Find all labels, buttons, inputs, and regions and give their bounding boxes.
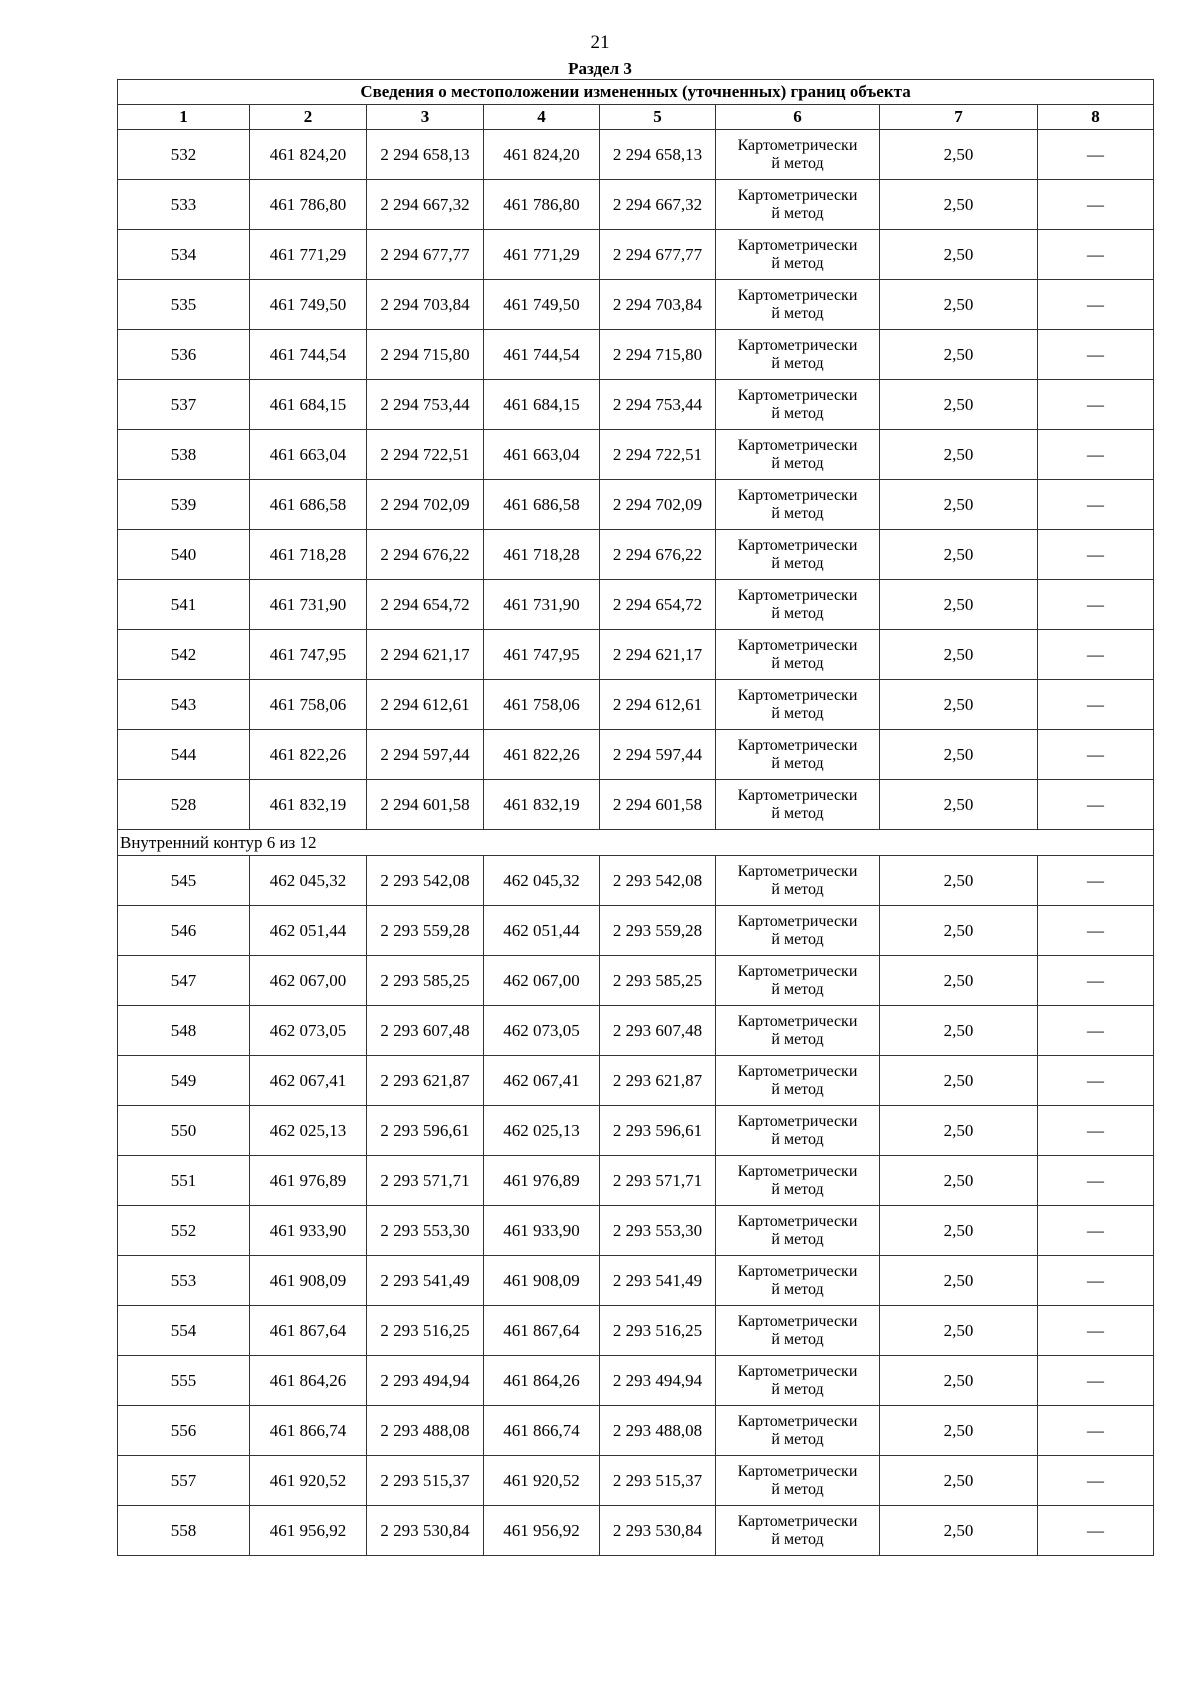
accuracy-cell: 2,50	[880, 1356, 1038, 1406]
accuracy-cell: 2,50	[880, 380, 1038, 430]
accuracy-cell: 2,50	[880, 1406, 1038, 1456]
x-coordinate-cell: 461 920,52	[250, 1456, 367, 1506]
accuracy-cell: 2,50	[880, 1106, 1038, 1156]
table-row	[118, 530, 1154, 580]
table-row	[118, 330, 1154, 380]
method-cell: Картометрически й метод	[716, 730, 880, 780]
point-number-cell: 542	[118, 630, 250, 680]
table-row	[118, 1056, 1154, 1106]
point-number-cell: 547	[118, 956, 250, 1006]
x-coordinate-cell: 461 771,29	[250, 230, 367, 280]
table-row	[118, 380, 1154, 430]
y-coordinate-cell: 2 294 658,13	[367, 130, 484, 180]
table-row	[118, 730, 1154, 780]
table-row	[118, 680, 1154, 730]
method-cell: Картометрически й метод	[716, 1306, 880, 1356]
description-cell: —	[1038, 530, 1154, 580]
method-cell: Картометрически й метод	[716, 480, 880, 530]
x-coordinate-cell: 461 758,06	[250, 680, 367, 730]
accuracy-cell: 2,50	[880, 730, 1038, 780]
x-coordinate-cell: 462 067,00	[250, 956, 367, 1006]
x-coordinate-cell: 461 744,54	[250, 330, 367, 380]
refined-x-cell: 461 718,28	[484, 530, 600, 580]
point-number-cell: 549	[118, 1056, 250, 1106]
accuracy-cell: 2,50	[880, 580, 1038, 630]
refined-x-cell: 461 758,06	[484, 680, 600, 730]
method-cell: Картометрически й метод	[716, 580, 880, 630]
table-row	[118, 180, 1154, 230]
point-number-cell: 540	[118, 530, 250, 580]
description-cell: —	[1038, 780, 1154, 830]
x-coordinate-cell: 461 731,90	[250, 580, 367, 630]
refined-x-cell: 461 832,19	[484, 780, 600, 830]
description-cell: —	[1038, 230, 1154, 280]
accuracy-cell: 2,50	[880, 1506, 1038, 1556]
point-number-cell: 532	[118, 130, 250, 180]
refined-x-cell: 461 663,04	[484, 430, 600, 480]
point-number-cell: 536	[118, 330, 250, 380]
refined-y-cell: 2 293 541,49	[600, 1256, 716, 1306]
method-cell: Картометрически й метод	[716, 1456, 880, 1506]
method-cell: Картометрически й метод	[716, 1106, 880, 1156]
description-cell: —	[1038, 430, 1154, 480]
section-title: Раздел 3	[568, 59, 632, 78]
point-number-cell: 537	[118, 380, 250, 430]
method-cell: Картометрически й метод	[716, 230, 880, 280]
refined-x-cell: 462 073,05	[484, 1006, 600, 1056]
refined-x-cell: 461 867,64	[484, 1306, 600, 1356]
point-number-cell: 555	[118, 1356, 250, 1406]
description-cell: —	[1038, 1256, 1154, 1306]
table-row	[118, 1106, 1154, 1156]
y-coordinate-cell: 2 294 702,09	[367, 480, 484, 530]
method-cell: Картометрически й метод	[716, 180, 880, 230]
page-number: 21	[590, 32, 610, 53]
refined-x-cell: 461 866,74	[484, 1406, 600, 1456]
x-coordinate-cell: 461 749,50	[250, 280, 367, 330]
refined-y-cell: 2 294 658,13	[600, 130, 716, 180]
refined-x-cell: 461 786,80	[484, 180, 600, 230]
refined-y-cell: 2 294 715,80	[600, 330, 716, 380]
y-coordinate-cell: 2 294 722,51	[367, 430, 484, 480]
table-row	[118, 130, 1154, 180]
description-cell: —	[1038, 480, 1154, 530]
method-cell: Картометрически й метод	[716, 130, 880, 180]
method-cell: Картометрически й метод	[716, 630, 880, 680]
point-number-cell: 553	[118, 1256, 250, 1306]
description-cell: —	[1038, 1456, 1154, 1506]
refined-x-cell: 462 025,13	[484, 1106, 600, 1156]
refined-y-cell: 2 294 597,44	[600, 730, 716, 780]
x-coordinate-cell: 462 025,13	[250, 1106, 367, 1156]
description-cell: —	[1038, 330, 1154, 380]
y-coordinate-cell: 2 293 607,48	[367, 1006, 484, 1056]
y-coordinate-cell: 2 294 676,22	[367, 530, 484, 580]
column-number: 8	[1038, 105, 1154, 130]
accuracy-cell: 2,50	[880, 956, 1038, 1006]
description-cell: —	[1038, 956, 1154, 1006]
table-row	[118, 230, 1154, 280]
x-coordinate-cell: 461 824,20	[250, 130, 367, 180]
description-cell: —	[1038, 1506, 1154, 1556]
column-number: 3	[367, 105, 484, 130]
x-coordinate-cell: 461 864,26	[250, 1356, 367, 1406]
description-cell: —	[1038, 580, 1154, 630]
refined-y-cell: 2 294 753,44	[600, 380, 716, 430]
method-cell: Картометрически й метод	[716, 1156, 880, 1206]
accuracy-cell: 2,50	[880, 280, 1038, 330]
accuracy-cell: 2,50	[880, 780, 1038, 830]
accuracy-cell: 2,50	[880, 480, 1038, 530]
refined-x-cell: 461 747,95	[484, 630, 600, 680]
method-cell: Картометрически й метод	[716, 1206, 880, 1256]
method-cell: Картометрически й метод	[716, 1056, 880, 1106]
description-cell: —	[1038, 630, 1154, 680]
method-cell: Картометрически й метод	[716, 780, 880, 830]
accuracy-cell: 2,50	[880, 1206, 1038, 1256]
refined-x-cell: 462 045,32	[484, 856, 600, 906]
y-coordinate-cell: 2 293 541,49	[367, 1256, 484, 1306]
refined-y-cell: 2 294 676,22	[600, 530, 716, 580]
table-row	[118, 1356, 1154, 1406]
x-coordinate-cell: 461 866,74	[250, 1406, 367, 1456]
x-coordinate-cell: 461 747,95	[250, 630, 367, 680]
accuracy-cell: 2,50	[880, 330, 1038, 380]
method-cell: Картометрически й метод	[716, 956, 880, 1006]
y-coordinate-cell: 2 294 715,80	[367, 330, 484, 380]
refined-y-cell: 2 293 530,84	[600, 1506, 716, 1556]
refined-y-cell: 2 293 571,71	[600, 1156, 716, 1206]
outer-contour-rows	[118, 130, 1154, 830]
description-cell: —	[1038, 1406, 1154, 1456]
point-number-cell: 557	[118, 1456, 250, 1506]
refined-x-cell: 461 864,26	[484, 1356, 600, 1406]
accuracy-cell: 2,50	[880, 130, 1038, 180]
column-number: 4	[484, 105, 600, 130]
description-cell: —	[1038, 280, 1154, 330]
table-row	[118, 630, 1154, 680]
accuracy-cell: 2,50	[880, 1256, 1038, 1306]
point-number-cell: 558	[118, 1506, 250, 1556]
accuracy-cell: 2,50	[880, 430, 1038, 480]
refined-y-cell: 2 294 722,51	[600, 430, 716, 480]
description-cell: —	[1038, 1356, 1154, 1406]
description-cell: —	[1038, 180, 1154, 230]
description-cell: —	[1038, 1106, 1154, 1156]
x-coordinate-cell: 461 822,26	[250, 730, 367, 780]
accuracy-cell: 2,50	[880, 530, 1038, 580]
description-cell: —	[1038, 730, 1154, 780]
refined-y-cell: 2 294 702,09	[600, 480, 716, 530]
x-coordinate-cell: 461 933,90	[250, 1206, 367, 1256]
x-coordinate-cell: 461 867,64	[250, 1306, 367, 1356]
table-row	[118, 780, 1154, 830]
table-row	[118, 430, 1154, 480]
point-number-cell: 538	[118, 430, 250, 480]
contour-heading-section	[118, 830, 1154, 856]
table-row	[118, 1006, 1154, 1056]
refined-x-cell: 461 749,50	[484, 280, 600, 330]
refined-y-cell: 2 293 553,30	[600, 1206, 716, 1256]
column-number: 1	[118, 105, 250, 130]
method-cell: Картометрически й метод	[716, 1406, 880, 1456]
accuracy-cell: 2,50	[880, 1456, 1038, 1506]
accuracy-cell: 2,50	[880, 906, 1038, 956]
refined-x-cell: 461 744,54	[484, 330, 600, 380]
column-number: 7	[880, 105, 1038, 130]
refined-y-cell: 2 293 542,08	[600, 856, 716, 906]
y-coordinate-cell: 2 293 571,71	[367, 1156, 484, 1206]
x-coordinate-cell: 462 067,41	[250, 1056, 367, 1106]
table-row	[118, 280, 1154, 330]
x-coordinate-cell: 462 073,05	[250, 1006, 367, 1056]
method-cell: Картометрически й метод	[716, 530, 880, 580]
y-coordinate-cell: 2 293 585,25	[367, 956, 484, 1006]
description-cell: —	[1038, 130, 1154, 180]
refined-y-cell: 2 293 596,61	[600, 1106, 716, 1156]
point-number-cell: 533	[118, 180, 250, 230]
refined-y-cell: 2 294 621,17	[600, 630, 716, 680]
method-cell: Картометрически й метод	[716, 1356, 880, 1406]
accuracy-cell: 2,50	[880, 680, 1038, 730]
y-coordinate-cell: 2 294 601,58	[367, 780, 484, 830]
inner-contour-rows	[118, 856, 1154, 1556]
contour-heading-row	[118, 830, 1154, 856]
refined-y-cell: 2 294 654,72	[600, 580, 716, 630]
description-cell: —	[1038, 1056, 1154, 1106]
description-cell: —	[1038, 680, 1154, 730]
accuracy-cell: 2,50	[880, 856, 1038, 906]
refined-x-cell: 461 771,29	[484, 230, 600, 280]
refined-x-cell: 462 051,44	[484, 906, 600, 956]
table-row	[118, 1206, 1154, 1256]
point-number-cell: 554	[118, 1306, 250, 1356]
point-number-cell: 541	[118, 580, 250, 630]
point-number-cell: 556	[118, 1406, 250, 1456]
table-caption: Сведения о местоположении измененных (уточненных) границ объекта	[118, 80, 1154, 105]
point-number-cell: 539	[118, 480, 250, 530]
accuracy-cell: 2,50	[880, 1056, 1038, 1106]
refined-y-cell: 2 294 677,77	[600, 230, 716, 280]
y-coordinate-cell: 2 294 753,44	[367, 380, 484, 430]
method-cell: Картометрически й метод	[716, 380, 880, 430]
refined-x-cell: 462 067,41	[484, 1056, 600, 1106]
point-number-cell: 548	[118, 1006, 250, 1056]
y-coordinate-cell: 2 294 703,84	[367, 280, 484, 330]
point-number-cell: 545	[118, 856, 250, 906]
description-cell: —	[1038, 1306, 1154, 1356]
accuracy-cell: 2,50	[880, 1306, 1038, 1356]
y-coordinate-cell: 2 294 621,17	[367, 630, 484, 680]
y-coordinate-cell: 2 293 530,84	[367, 1506, 484, 1556]
point-number-cell: 544	[118, 730, 250, 780]
y-coordinate-cell: 2 293 494,94	[367, 1356, 484, 1406]
refined-x-cell: 461 822,26	[484, 730, 600, 780]
refined-x-cell: 461 908,09	[484, 1256, 600, 1306]
refined-y-cell: 2 293 494,94	[600, 1356, 716, 1406]
x-coordinate-cell: 462 051,44	[250, 906, 367, 956]
table-row	[118, 1306, 1154, 1356]
accuracy-cell: 2,50	[880, 180, 1038, 230]
y-coordinate-cell: 2 294 597,44	[367, 730, 484, 780]
y-coordinate-cell: 2 293 553,30	[367, 1206, 484, 1256]
column-number: 2	[250, 105, 367, 130]
y-coordinate-cell: 2 293 596,61	[367, 1106, 484, 1156]
refined-y-cell: 2 293 488,08	[600, 1406, 716, 1456]
refined-x-cell: 462 067,00	[484, 956, 600, 1006]
table-row	[118, 580, 1154, 630]
x-coordinate-cell: 461 663,04	[250, 430, 367, 480]
table-row	[118, 956, 1154, 1006]
table-row	[118, 480, 1154, 530]
column-number: 5	[600, 105, 716, 130]
table-row	[118, 1256, 1154, 1306]
method-cell: Картометрически й метод	[716, 280, 880, 330]
refined-y-cell: 2 294 601,58	[600, 780, 716, 830]
refined-y-cell: 2 294 667,32	[600, 180, 716, 230]
y-coordinate-cell: 2 294 654,72	[367, 580, 484, 630]
y-coordinate-cell: 2 293 559,28	[367, 906, 484, 956]
y-coordinate-cell: 2 293 542,08	[367, 856, 484, 906]
method-cell: Картометрически й метод	[716, 856, 880, 906]
point-number-cell: 534	[118, 230, 250, 280]
x-coordinate-cell: 461 976,89	[250, 1156, 367, 1206]
refined-x-cell: 461 824,20	[484, 130, 600, 180]
boundary-coordinates-table	[117, 79, 1154, 1556]
refined-y-cell: 2 294 703,84	[600, 280, 716, 330]
x-coordinate-cell: 461 718,28	[250, 530, 367, 580]
refined-y-cell: 2 293 515,37	[600, 1456, 716, 1506]
refined-y-cell: 2 293 607,48	[600, 1006, 716, 1056]
description-cell: —	[1038, 1156, 1154, 1206]
point-number-cell: 546	[118, 906, 250, 956]
x-coordinate-cell: 461 684,15	[250, 380, 367, 430]
refined-y-cell: 2 293 516,25	[600, 1306, 716, 1356]
table-row	[118, 1506, 1154, 1556]
accuracy-cell: 2,50	[880, 630, 1038, 680]
refined-x-cell: 461 731,90	[484, 580, 600, 630]
x-coordinate-cell: 461 908,09	[250, 1256, 367, 1306]
x-coordinate-cell: 461 956,92	[250, 1506, 367, 1556]
method-cell: Картометрически й метод	[716, 1506, 880, 1556]
accuracy-cell: 2,50	[880, 1006, 1038, 1056]
method-cell: Картометрически й метод	[716, 906, 880, 956]
x-coordinate-cell: 461 686,58	[250, 480, 367, 530]
method-cell: Картометрически й метод	[716, 680, 880, 730]
refined-y-cell: 2 293 585,25	[600, 956, 716, 1006]
refined-y-cell: 2 294 612,61	[600, 680, 716, 730]
contour-label: Внутренний контур 6 из 12	[118, 830, 1154, 856]
refined-x-cell: 461 920,52	[484, 1456, 600, 1506]
point-number-cell: 551	[118, 1156, 250, 1206]
y-coordinate-cell: 2 293 515,37	[367, 1456, 484, 1506]
method-cell: Картометрически й метод	[716, 1256, 880, 1306]
point-number-cell: 552	[118, 1206, 250, 1256]
description-cell: —	[1038, 380, 1154, 430]
description-cell: —	[1038, 1006, 1154, 1056]
y-coordinate-cell: 2 294 612,61	[367, 680, 484, 730]
table-row	[118, 906, 1154, 956]
description-cell: —	[1038, 906, 1154, 956]
point-number-cell: 550	[118, 1106, 250, 1156]
description-cell: —	[1038, 1206, 1154, 1256]
description-cell: —	[1038, 856, 1154, 906]
accuracy-cell: 2,50	[880, 230, 1038, 280]
refined-y-cell: 2 293 621,87	[600, 1056, 716, 1106]
method-cell: Картометрически й метод	[716, 330, 880, 380]
x-coordinate-cell: 461 832,19	[250, 780, 367, 830]
table-caption-row	[118, 80, 1154, 105]
method-cell: Картометрически й метод	[716, 1006, 880, 1056]
refined-x-cell: 461 686,58	[484, 480, 600, 530]
table-row	[118, 1456, 1154, 1506]
method-cell: Картометрически й метод	[716, 430, 880, 480]
y-coordinate-cell: 2 294 667,32	[367, 180, 484, 230]
point-number-cell: 543	[118, 680, 250, 730]
refined-x-cell: 461 684,15	[484, 380, 600, 430]
table-row	[118, 1406, 1154, 1456]
x-coordinate-cell: 462 045,32	[250, 856, 367, 906]
point-number-cell: 535	[118, 280, 250, 330]
y-coordinate-cell: 2 293 488,08	[367, 1406, 484, 1456]
table-row	[118, 856, 1154, 906]
table-row	[118, 1156, 1154, 1206]
refined-y-cell: 2 293 559,28	[600, 906, 716, 956]
column-numbers-row	[118, 105, 1154, 130]
x-coordinate-cell: 461 786,80	[250, 180, 367, 230]
refined-x-cell: 461 976,89	[484, 1156, 600, 1206]
point-number-cell: 528	[118, 780, 250, 830]
refined-x-cell: 461 956,92	[484, 1506, 600, 1556]
column-number: 6	[716, 105, 880, 130]
accuracy-cell: 2,50	[880, 1156, 1038, 1206]
y-coordinate-cell: 2 293 621,87	[367, 1056, 484, 1106]
y-coordinate-cell: 2 293 516,25	[367, 1306, 484, 1356]
y-coordinate-cell: 2 294 677,77	[367, 230, 484, 280]
refined-x-cell: 461 933,90	[484, 1206, 600, 1256]
